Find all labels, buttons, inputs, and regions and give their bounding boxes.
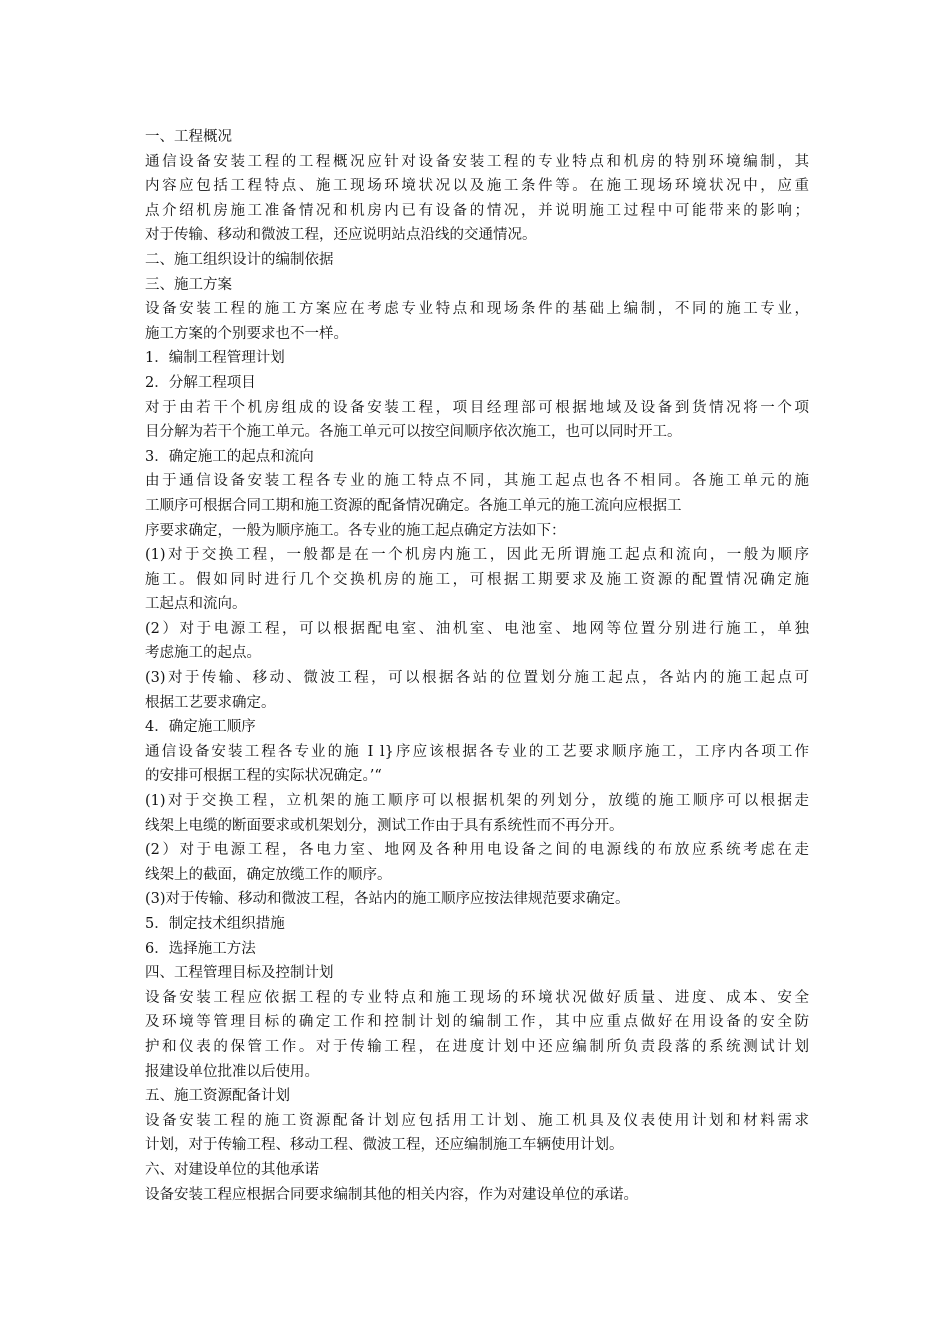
text-line: 施工方案的个别要求也不一样。 xyxy=(145,325,348,342)
text-line: 对于由若干个机房组成的设备安装工程，项目经理部可根据地域及设备到货情况将一个项 xyxy=(145,399,809,416)
text-line: (2）对于电源工程，各电力室、地网及各种用电设备之间的电源线的布放应系统考虑在走 xyxy=(145,842,809,859)
text-line: 计划，对于传输工程、移动工程、微波工程，还应编制施工车辆使用计划。 xyxy=(145,1137,624,1154)
text-line: 考虑施工的起点。 xyxy=(145,645,261,662)
text-line: 3．确定施工的起点和流向 xyxy=(145,448,314,465)
text-line: 1．编制工程管理计划 xyxy=(145,350,285,367)
text-line: 设备安装工程应根据合同要求编制其他的相关内容，作为对建设单位的承诺。 xyxy=(145,1186,638,1203)
text-line: 点介绍机房施工准备情况和机房内已有设备的情况，并说明施工过程中可能带来的影响； xyxy=(145,202,809,219)
text-line: 一、工程概况 xyxy=(145,129,232,145)
text-line: 对于传输、移动和微波工程，还应说明站点沿线的交通情况。 xyxy=(145,227,537,244)
text-line: 通信设备安装工程各专业的施 I l}序应该根据各专业的工艺要求顺序施工，工序内各项工作 xyxy=(145,743,809,760)
text-line: (1)对于交换工程，一般都是在一个机房内施工，因此无所谓施工起点和流向，一般为顺序 xyxy=(145,547,809,564)
text-line: 设备安装工程的施工方案应在考虑专业特点和现场条件的基础上编制，不同的施工专业， xyxy=(145,301,809,318)
text-line: 目分解为若干个施工单元。各施工单元可以按空间顺序依次施工，也可以同时开工。 xyxy=(145,424,682,441)
text-line: 设备安装工程应依据工程的专业特点和施工现场的环境状况做好质量、进度、成本、安全 xyxy=(145,989,809,1006)
text-line: 根据工艺要求确定。 xyxy=(145,694,276,711)
text-line: 五、施工资源配备计划 xyxy=(145,1088,290,1105)
text-line: 设备安装工程的施工资源配备计划应包括用工计划、施工机具及仪表使用计划和材料需求 xyxy=(145,1112,809,1129)
text-line: (3)对于传输、移动、微波工程，可以根据各站的位置划分施工起点，各站内的施工起点可 xyxy=(145,670,809,687)
text-line: 线架上电缆的断面要求或机架划分，测试工作由于具有系统性而不再分开。 xyxy=(145,817,624,834)
text-line: 2．分解工程项目 xyxy=(145,374,256,391)
text-line: 内容应包括工程特点、施工现场环境状况以及施工条件等。在施工现场环境状况中，应重 xyxy=(145,178,809,195)
text-line: 护和仪表的保管工作。对于传输工程，在进度计划中还应编制所负责段落的系统测试计划 xyxy=(145,1038,809,1055)
text-line: (1)对于交换工程，立机架的施工顺序可以根据机架的列划分，放缆的施工顺序可以根据走 xyxy=(145,793,809,810)
text-line: 三、施工方案 xyxy=(145,276,232,293)
text-line: 5．制定技术组织措施 xyxy=(145,916,285,932)
text-line: 4．确定施工顺序 xyxy=(145,719,256,736)
text-line: 工顺序可根据合同工期和施工资源的配备情况确定。各施工单元的施工流向应根据工 xyxy=(145,497,682,514)
document-body xyxy=(145,125,809,1207)
text-line: 六、对建设单位的其他承诺 xyxy=(145,1161,319,1178)
text-line: 6．选择施工方法 xyxy=(145,940,256,957)
text-line: 施工。假如同时进行几个交换机房的施工，可根据工期要求及施工资源的配置情况确定施 xyxy=(145,571,809,588)
text-line: (3)对于传输、移动和微波工程，各站内的施工顺序应按法律规范要求确定。 xyxy=(145,891,630,908)
text-line: 工起点和流向。 xyxy=(145,596,247,613)
text-line: (2）对于电源工程，可以根据配电室、油机室、电池室、地网等位置分别进行施工，单独 xyxy=(145,620,809,637)
text-line: 线架上的截面，确定放缆工作的顺序。 xyxy=(145,866,392,883)
text-line: 的安排可根据工程的实际状况确定。’“ xyxy=(145,768,382,785)
text-line: 四、工程管理目标及控制计划 xyxy=(145,965,334,982)
text-line: 报建设单位批准以后使用。 xyxy=(145,1063,319,1080)
text-line: 序要求确定，一般为顺序施工。各专业的施工起点确定方法如下： xyxy=(145,522,566,539)
text-line: 通信设备安装工程的工程概况应针对设备安装工程的专业特点和机房的特别环境编制，其 xyxy=(145,153,809,170)
text-line: 及环境等管理目标的确定工作和控制计划的编制工作，其中应重点做好在用设备的安全防 xyxy=(145,1014,809,1031)
text-line: 二、施工组织设计的编制依据 xyxy=(145,251,334,268)
text-line: 由于通信设备安装工程各专业的施工特点不同，其施工起点也各不相同。各施工单元的施 xyxy=(145,473,809,490)
